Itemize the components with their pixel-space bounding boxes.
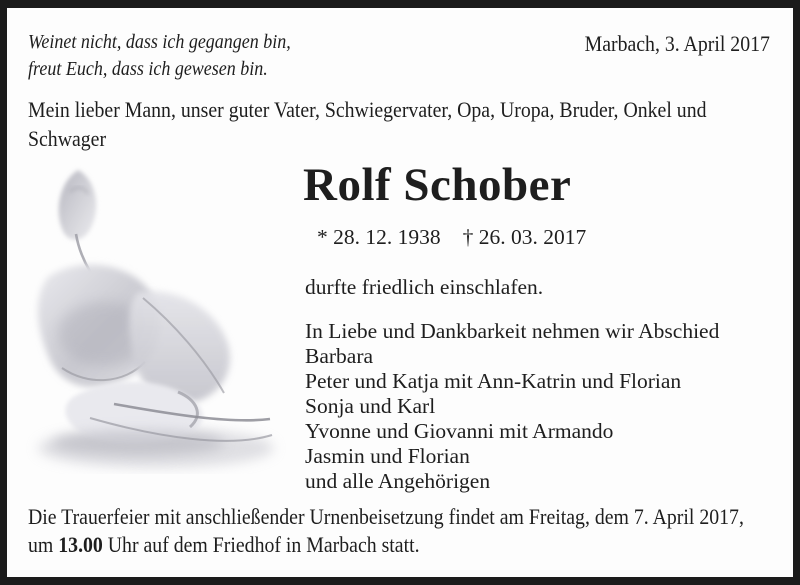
- salutation-line-2: Schwager: [28, 126, 107, 151]
- mourner-line: Barbara: [305, 344, 374, 368]
- mourner-line: Yvonne und Giovanni mit Armando: [305, 419, 614, 443]
- mourners-intro: In Liebe und Dankbarkeit nehmen wir Abschied: [305, 319, 720, 343]
- mourner-line: und alle Angehörigen: [305, 469, 491, 493]
- funeral-line-2: [28, 531, 420, 559]
- epigraph-line-2: freut Euch, dass ich gewesen bin.: [28, 58, 268, 80]
- dateline-text: Marbach, 3. April 2017: [584, 31, 770, 56]
- calla-lilies-illustration: [18, 152, 290, 474]
- salutation-line-1: Mein lieber Mann, unser guter Vater, Schwiegervater, Opa, Uropa, Bruder, Onkel und: [28, 97, 707, 122]
- epigraph-quote: [28, 29, 320, 83]
- funeral-time: 13.00: [58, 532, 103, 557]
- epigraph-line-1: Weinet nicht, dass ich gegangen bin,: [28, 31, 291, 53]
- dateline: [564, 31, 770, 57]
- life-dates: [317, 225, 586, 250]
- salutation: [28, 95, 782, 153]
- deceased-name: Rolf Schober: [303, 159, 572, 211]
- funeral-location: Uhr auf dem Friedhof in Marbach statt.: [102, 532, 420, 557]
- mourners-list: [305, 319, 719, 494]
- funeral-line-1: Die Trauerfeier mit anschließender Urnenbeisetzung findet am Freitag, dem 7. April 2017,: [28, 504, 744, 529]
- mourner-line: Peter und Katja mit Ann-Katrin und Florian: [305, 369, 682, 393]
- passing-note: durfte friedlich einschlafen.: [305, 275, 544, 299]
- obituary-page: [7, 8, 793, 577]
- funeral-announcement: [28, 503, 800, 559]
- sketch-bud: [59, 170, 97, 240]
- death-date: † 26. 03. 2017: [462, 225, 587, 249]
- mourner-line: Jasmin und Florian: [305, 444, 470, 468]
- funeral-time-prefix: um: [28, 532, 59, 557]
- mourner-line: Sonja und Karl: [305, 394, 436, 418]
- birth-date: * 28. 12. 1938: [317, 225, 441, 249]
